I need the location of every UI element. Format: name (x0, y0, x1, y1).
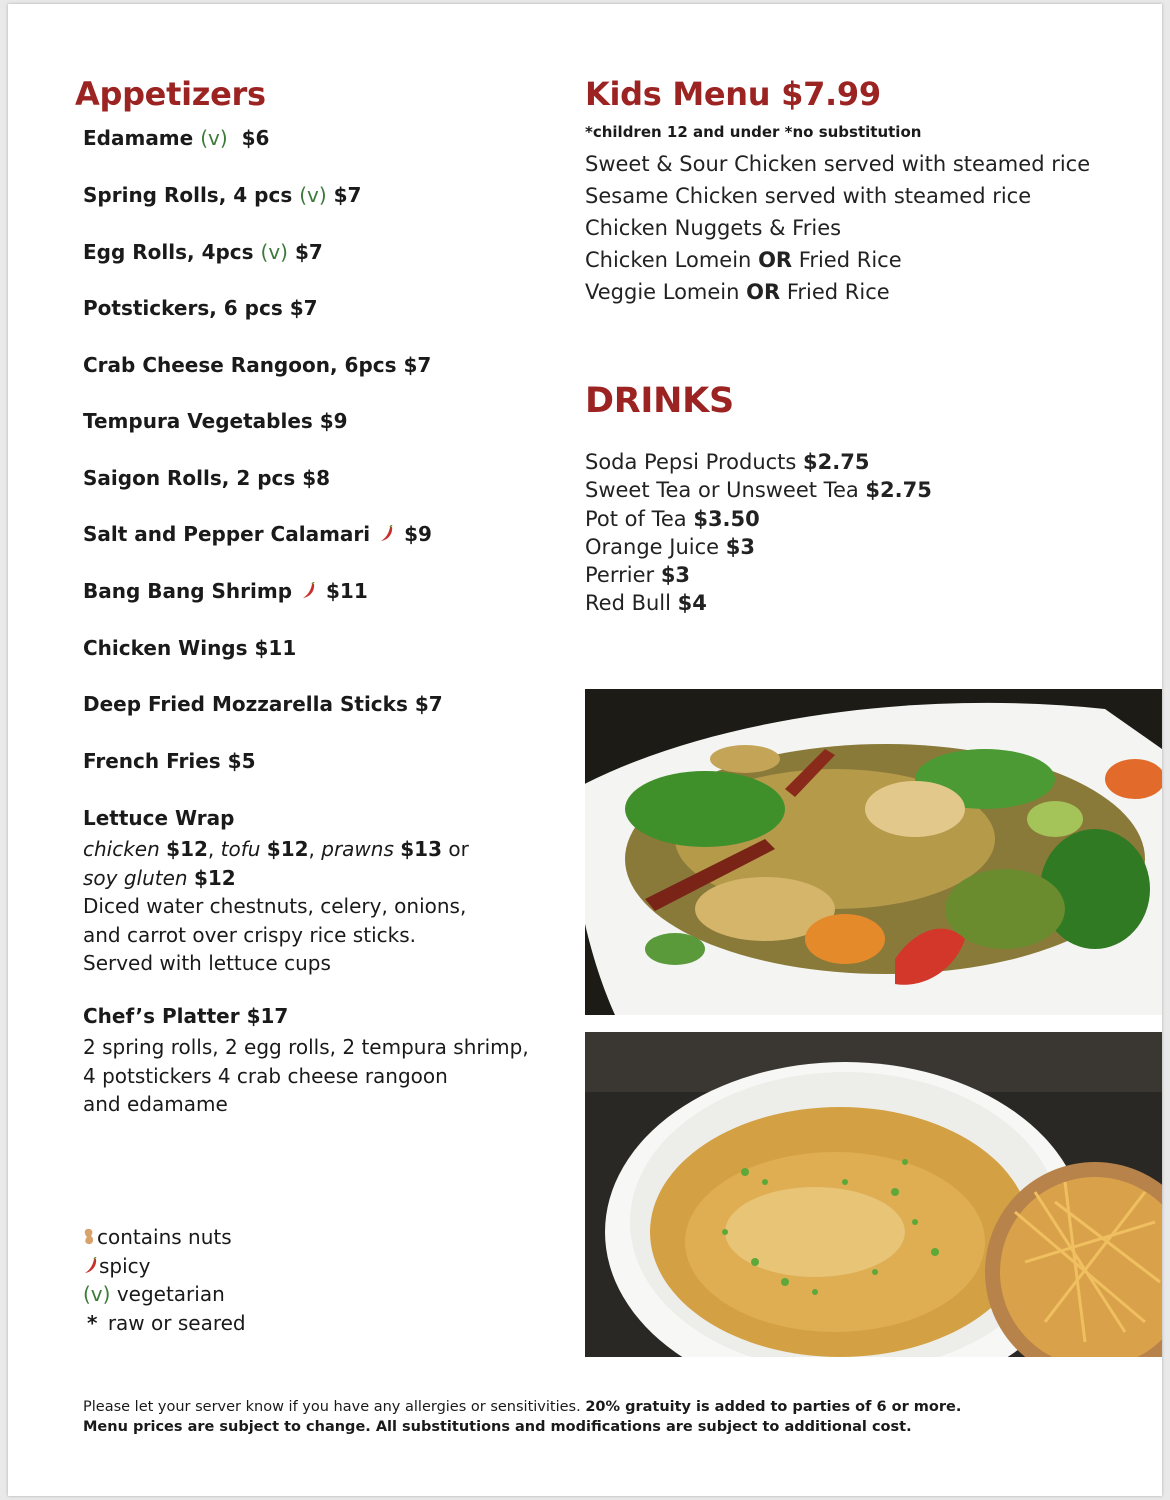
legend-nuts: contains nuts (83, 1223, 246, 1252)
vegetarian-mark: (v) (299, 183, 327, 207)
peanut-icon (83, 1228, 97, 1246)
menu-item-edamame: Edamame (v) $6 (83, 126, 270, 150)
menu-item-bang-bang-shrimp: Bang Bang Shrimp $11 (83, 579, 368, 603)
drinks-list (585, 448, 932, 618)
drink-item: Orange Juice $3 (585, 534, 755, 559)
stir-fry-photo (585, 689, 1162, 1015)
kids-item: Sesame Chicken served with steamed rice (585, 184, 1032, 208)
menu-item-french-fries: French Fries $5 (83, 749, 256, 773)
menu-item-mozzarella-sticks: Deep Fried Mozzarella Sticks $7 (83, 692, 443, 716)
lettuce-wrap-options: chicken $12, tofu $12, prawns $13 or soy gluten $12 Diced water chestnuts, celery, onions, and carrot over crispy rice sticks. Served with lettuce cups (83, 837, 469, 975)
vegetarian-mark: (v) (260, 240, 288, 264)
menu-item-tempura-vegetables: Tempura Vegetables $9 (83, 409, 348, 433)
legend-spicy: spicy (83, 1252, 246, 1281)
appetizers-heading: Appetizers (75, 75, 266, 113)
menu-legend (83, 1223, 246, 1337)
drink-item: Sweet Tea or Unsweet Tea $2.75 (585, 478, 932, 503)
drink-item: Soda Pepsi Products $2.75 (585, 450, 870, 474)
legend-raw: * raw or seared (87, 1310, 246, 1335)
legend-vegetarian: (v) vegetarian (83, 1282, 225, 1306)
drink-item: Red Bull $4 (585, 591, 707, 616)
kids-menu-heading: Kids Menu $7.99 (585, 75, 881, 113)
menu-item-egg-rolls: Egg Rolls, 4pcs (v) $7 (83, 240, 323, 264)
drink-item: Pot of Tea $3.50 (585, 506, 760, 531)
chili-pepper-icon (83, 1257, 99, 1275)
menu-page (8, 4, 1162, 1496)
drinks-heading: DRINKS (585, 381, 734, 421)
chili-pepper-icon (301, 582, 317, 600)
kids-item: Veggie Lomein OR Fried Rice (585, 280, 890, 304)
menu-item-chicken-wings: Chicken Wings $11 (83, 636, 297, 660)
kids-item: Sweet & Sour Chicken served with steamed rice (585, 152, 1091, 176)
kids-item: Chicken Nuggets & Fries (585, 216, 842, 240)
menu-item-calamari: Salt and Pepper Calamari $9 (83, 522, 432, 546)
footer-note: Please let your server know if you have any allergies or sensitivities. 20% gratuity is added to parties of 6 or more. Menu prices are subject to change. All substitutions and modifications are subject to additional cost. (83, 1399, 962, 1435)
kids-menu-list (585, 148, 1090, 308)
menu-item-potstickers: Potstickers, 6 pcs $7 (83, 296, 318, 320)
menu-item-spring-rolls: Spring Rolls, 4 pcs (v) $7 (83, 183, 362, 207)
wonton-soup-photo (585, 1032, 1162, 1357)
kids-item: Chicken Lomein OR Fried Rice (585, 248, 902, 272)
menu-item-saigon-rolls: Saigon Rolls, 2 pcs $8 (83, 466, 331, 490)
menu-item-crab-rangoon: Crab Cheese Rangoon, 6pcs $7 (83, 353, 432, 377)
chili-pepper-icon (379, 525, 395, 543)
chefs-platter-description: 2 spring rolls, 2 egg rolls, 2 tempura shrimp, 4 potstickers 4 crab cheese rangoon and edamame (83, 1035, 529, 1116)
menu-item-lettuce-wrap: Lettuce Wrap (83, 806, 235, 830)
drink-item: Perrier $3 (585, 563, 691, 588)
vegetarian-mark: (v) (200, 126, 228, 150)
menu-item-chefs-platter: Chef’s Platter $17 (83, 1004, 289, 1028)
kids-menu-note: *children 12 and under *no substitution (585, 123, 922, 141)
